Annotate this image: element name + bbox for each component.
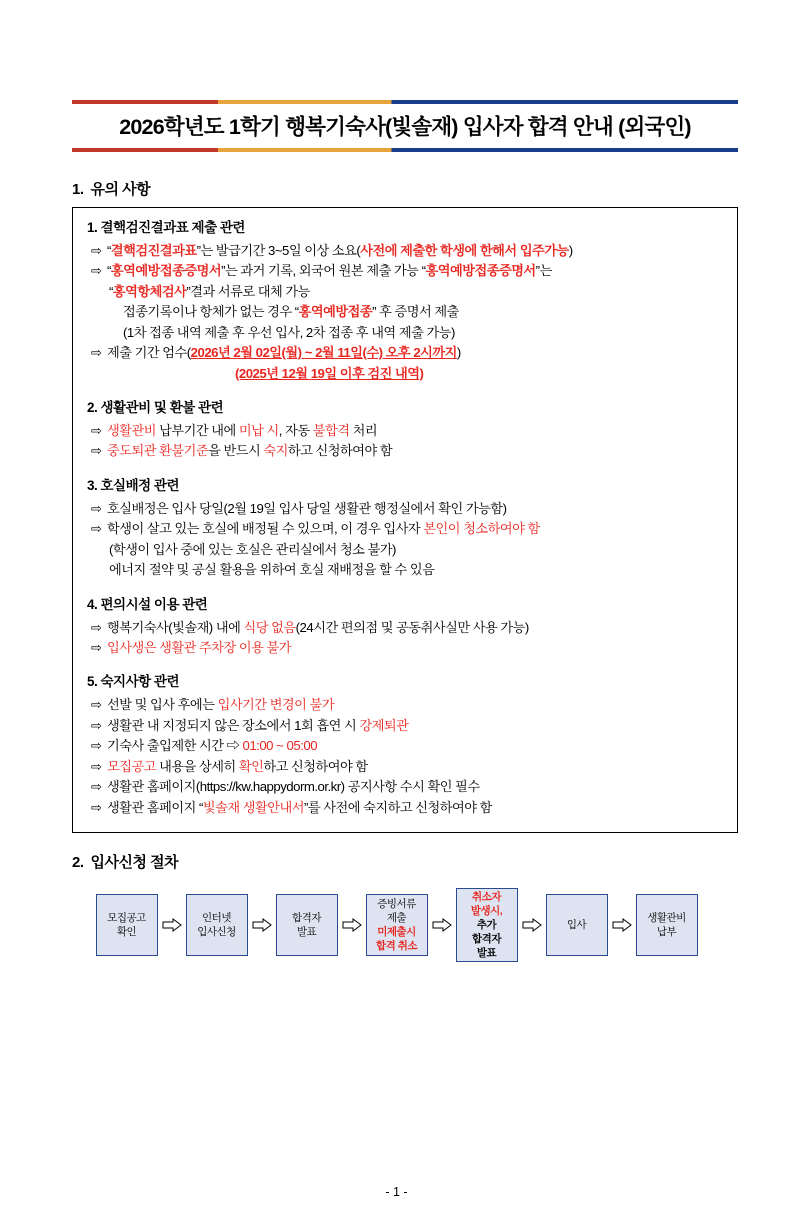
notice-line — [85, 241, 725, 261]
right-arrow-icon: ⇨ — [91, 799, 102, 815]
flow-node-line: 모집공고 — [107, 911, 146, 924]
right-arrow-icon: ⇨ — [91, 500, 102, 516]
notice-text: 을 반드시 — [208, 443, 264, 459]
notice-text: ”는 — [535, 263, 552, 279]
flow-node-line: 발생시, — [470, 904, 503, 917]
notice-text: 생활관 홈페이지 “ — [107, 799, 203, 815]
notice-text: 숙지 — [263, 443, 288, 459]
flow-node-line: 입사 — [566, 919, 587, 932]
notice-line — [85, 798, 725, 818]
notice-line — [85, 282, 725, 302]
notice-group-title: 2. 생활관비 및 환불 관련 — [87, 400, 224, 416]
title-banner — [72, 100, 738, 152]
notice-text: ”를 사전에 숙지하고 신청하여야 함 — [303, 799, 492, 815]
notice-line — [85, 441, 725, 461]
right-arrow-icon: ⇨ — [91, 779, 102, 795]
notice-text: 사전에 제출한 학생에 한해서 입주가능 — [360, 242, 569, 258]
notice-text: 모집공고 — [107, 758, 156, 774]
notice-text: 접종기록이나 항체가 없는 경우 “ — [123, 304, 299, 320]
notice-group-title: 3. 호실배정 관련 — [87, 477, 180, 493]
flow-node — [366, 894, 428, 956]
notice-text: 본인이 청소하여야 함 — [423, 521, 540, 537]
notice-line — [85, 302, 725, 322]
right-arrow-icon — [428, 918, 456, 932]
notice-text: (1차 접종 내역 제출 후 우선 입사, 2차 접종 후 내역 제출 가능) — [123, 324, 455, 340]
notice-group — [85, 398, 725, 462]
notice-box — [72, 207, 738, 833]
flow-node — [636, 894, 698, 956]
notice-text: 생활관 홈페이지(https://kw.happydorm.or.kr) 공지사항 수시 확인 필수 — [107, 779, 480, 795]
notice-line — [85, 261, 725, 281]
flow-node-line: 합격 취소 — [376, 940, 417, 953]
notice-line — [85, 499, 725, 519]
application-flow-chart — [0, 888, 793, 962]
notice-text: 하고 신청하여야 함 — [263, 758, 368, 774]
notice-line — [85, 777, 725, 797]
flow-node — [456, 888, 518, 962]
section-1-number: 1. — [72, 181, 84, 198]
right-arrow-icon — [338, 918, 366, 932]
notice-text: 처리 — [349, 423, 378, 439]
section-2-label: 입사신청 절차 — [90, 854, 179, 872]
right-arrow-icon: ⇨ — [91, 640, 102, 656]
notice-line — [85, 364, 725, 384]
page-title: 2026학년도 1학기 행복기숙사(빛솔재) 입사자 합격 안내 (외국인) — [119, 115, 691, 139]
right-arrow-icon: ⇨ — [91, 345, 102, 361]
notice-text: 생활관 내 지정되지 않은 장소에서 1회 흡연 시 — [107, 717, 360, 733]
notice-group-title: 1. 결핵검진결과표 제출 관련 — [87, 220, 245, 235]
notice-group — [85, 218, 725, 384]
section-1-label: 유의 사항 — [90, 181, 151, 198]
flow-node — [96, 894, 158, 956]
notice-text: 빛솔재 생활안내서 — [202, 799, 304, 815]
notice-text: 중도퇴관 환불기준 — [107, 443, 209, 459]
flow-node-line: 발표 — [476, 947, 497, 960]
notice-text: ”는 과거 기록, 외국어 원본 제출 가능 “ — [221, 263, 426, 279]
right-arrow-icon: ⇨ — [91, 717, 102, 733]
notice-text: 학생이 살고 있는 호실에 배정될 수 있으며, 이 경우 입사자 — [107, 521, 424, 537]
notice-line — [85, 560, 725, 580]
flow-node-line: 생활관비 — [647, 911, 686, 924]
notice-line — [85, 519, 725, 539]
notice-group-title: 4. 편의시설 이용 관련 — [87, 596, 208, 612]
notice-line — [85, 618, 725, 638]
notice-group — [85, 476, 725, 581]
notice-line — [85, 540, 725, 560]
notice-text: , 자동 — [278, 423, 313, 439]
notice-line — [85, 323, 725, 343]
flow-node-line: 미제출시 — [377, 926, 416, 939]
notice-text: 납부기간 내에 — [155, 423, 239, 439]
page-number: - 1 - — [385, 1185, 408, 1199]
notice-text: 홍역예방접종 — [298, 304, 373, 320]
notice-text: ) — [456, 345, 461, 361]
notice-text: 호실배정은 입사 당일(2월 19일 입사 당일 생활관 행정실에서 확인 가능함) — [107, 500, 507, 516]
notice-text: 확인 — [238, 758, 264, 774]
right-arrow-icon: ⇨ — [91, 697, 102, 713]
notice-line — [85, 736, 725, 756]
flow-node — [546, 894, 608, 956]
flow-node-line: 입사신청 — [197, 926, 236, 939]
right-arrow-icon: ⇨ — [91, 738, 102, 754]
notice-group — [85, 595, 725, 659]
notice-text: 홍역예방접종증명서 — [425, 263, 536, 279]
section-heading-1 — [72, 178, 793, 199]
flow-node-line: 추가 — [476, 919, 497, 932]
notice-text: 생활관비 — [107, 423, 156, 439]
right-arrow-icon — [518, 918, 546, 932]
notice-text: 행복기숙사(빛솔재) 내에 — [107, 619, 244, 635]
notice-text: (2025년 12월 19일 이후 검진 내역) — [235, 365, 424, 381]
notice-text: 입사기간 변경이 불가 — [217, 697, 335, 713]
right-arrow-icon: ⇨ — [91, 443, 102, 459]
flow-node-line: 증빙서류 — [377, 897, 416, 910]
notice-text: 01:00 ~ 05:00 — [242, 738, 318, 754]
notice-text: 기숙사 출입제한 시간 ⇨ — [107, 738, 243, 754]
notice-group — [85, 672, 725, 818]
notice-line — [85, 757, 725, 777]
flow-node-line: 취소자 — [472, 890, 501, 903]
notice-text: 주차장 이용 불가 — [199, 640, 292, 656]
notice-text: 미납 시 — [238, 423, 279, 439]
right-arrow-icon: ⇨ — [91, 619, 102, 635]
notice-text: “ — [109, 283, 113, 299]
flow-node — [276, 894, 338, 956]
flow-node — [186, 894, 248, 956]
notice-text: 내용을 상세히 — [155, 758, 239, 774]
flow-node-line: 합격자 — [472, 933, 501, 946]
notice-text: ) — [568, 242, 573, 258]
flow-node-line: 합격자 — [292, 911, 321, 924]
notice-group-title: 5. 숙지사항 관련 — [87, 674, 180, 690]
notice-text: (24시간 편의점 및 공동취사실만 사용 가능) — [295, 619, 529, 635]
notice-text: 에너지 절약 및 공실 활용을 위하여 호실 재배정을 할 수 있음 — [109, 562, 435, 578]
notice-text: ”는 발급기간 3~5일 이상 소요( — [196, 242, 361, 258]
document-page — [0, 100, 793, 1221]
right-arrow-icon: ⇨ — [91, 521, 102, 537]
notice-text: 선발 및 입사 후에는 — [107, 697, 218, 713]
section-heading-2 — [72, 851, 793, 872]
notice-text: “ — [107, 242, 111, 258]
right-arrow-icon — [608, 918, 636, 932]
notice-text: 입사생은 생활관 — [107, 640, 200, 656]
right-arrow-icon: ⇨ — [91, 242, 102, 258]
flow-node-line: 발표 — [296, 926, 317, 939]
notice-text: (학생이 입사 중에 있는 호실은 관리실에서 청소 불가) — [109, 541, 396, 557]
notice-text: 홍역예방접종증명서 — [110, 263, 222, 279]
flow-node-line: 납부 — [656, 926, 677, 939]
notice-text: 불합격 — [312, 423, 350, 439]
section-2-number: 2. — [72, 854, 84, 872]
notice-line — [85, 343, 725, 363]
notice-text: 2026년 2월 02일(월) ~ 2월 11일(수) 오후 2시까지 — [190, 345, 457, 361]
flow-node-line: 인터넷 — [202, 911, 231, 924]
flow-node-line: 확인 — [116, 926, 137, 939]
notice-line — [85, 695, 725, 715]
notice-line — [85, 638, 725, 658]
notice-text: 결핵검진결과표 — [110, 242, 197, 258]
right-arrow-icon: ⇨ — [91, 758, 102, 774]
notice-text: 홍역항체검사 — [112, 283, 187, 299]
right-arrow-icon — [158, 918, 186, 932]
notice-text: 강제퇴관 — [359, 717, 409, 733]
notice-text: ” 후 증명서 제출 — [372, 304, 459, 320]
notice-text: “ — [107, 263, 111, 279]
notice-text: 제출 기간 엄수( — [107, 345, 191, 361]
notice-text: ”결과 서류로 대체 가능 — [186, 283, 310, 299]
flow-node-line: 제출 — [386, 911, 407, 924]
right-arrow-icon — [248, 918, 276, 932]
notice-line — [85, 716, 725, 736]
notice-line — [85, 421, 725, 441]
right-arrow-icon: ⇨ — [91, 263, 102, 279]
notice-text: 하고 신청하여야 함 — [287, 443, 393, 459]
right-arrow-icon: ⇨ — [91, 423, 102, 439]
notice-text: 식당 없음 — [243, 619, 296, 635]
